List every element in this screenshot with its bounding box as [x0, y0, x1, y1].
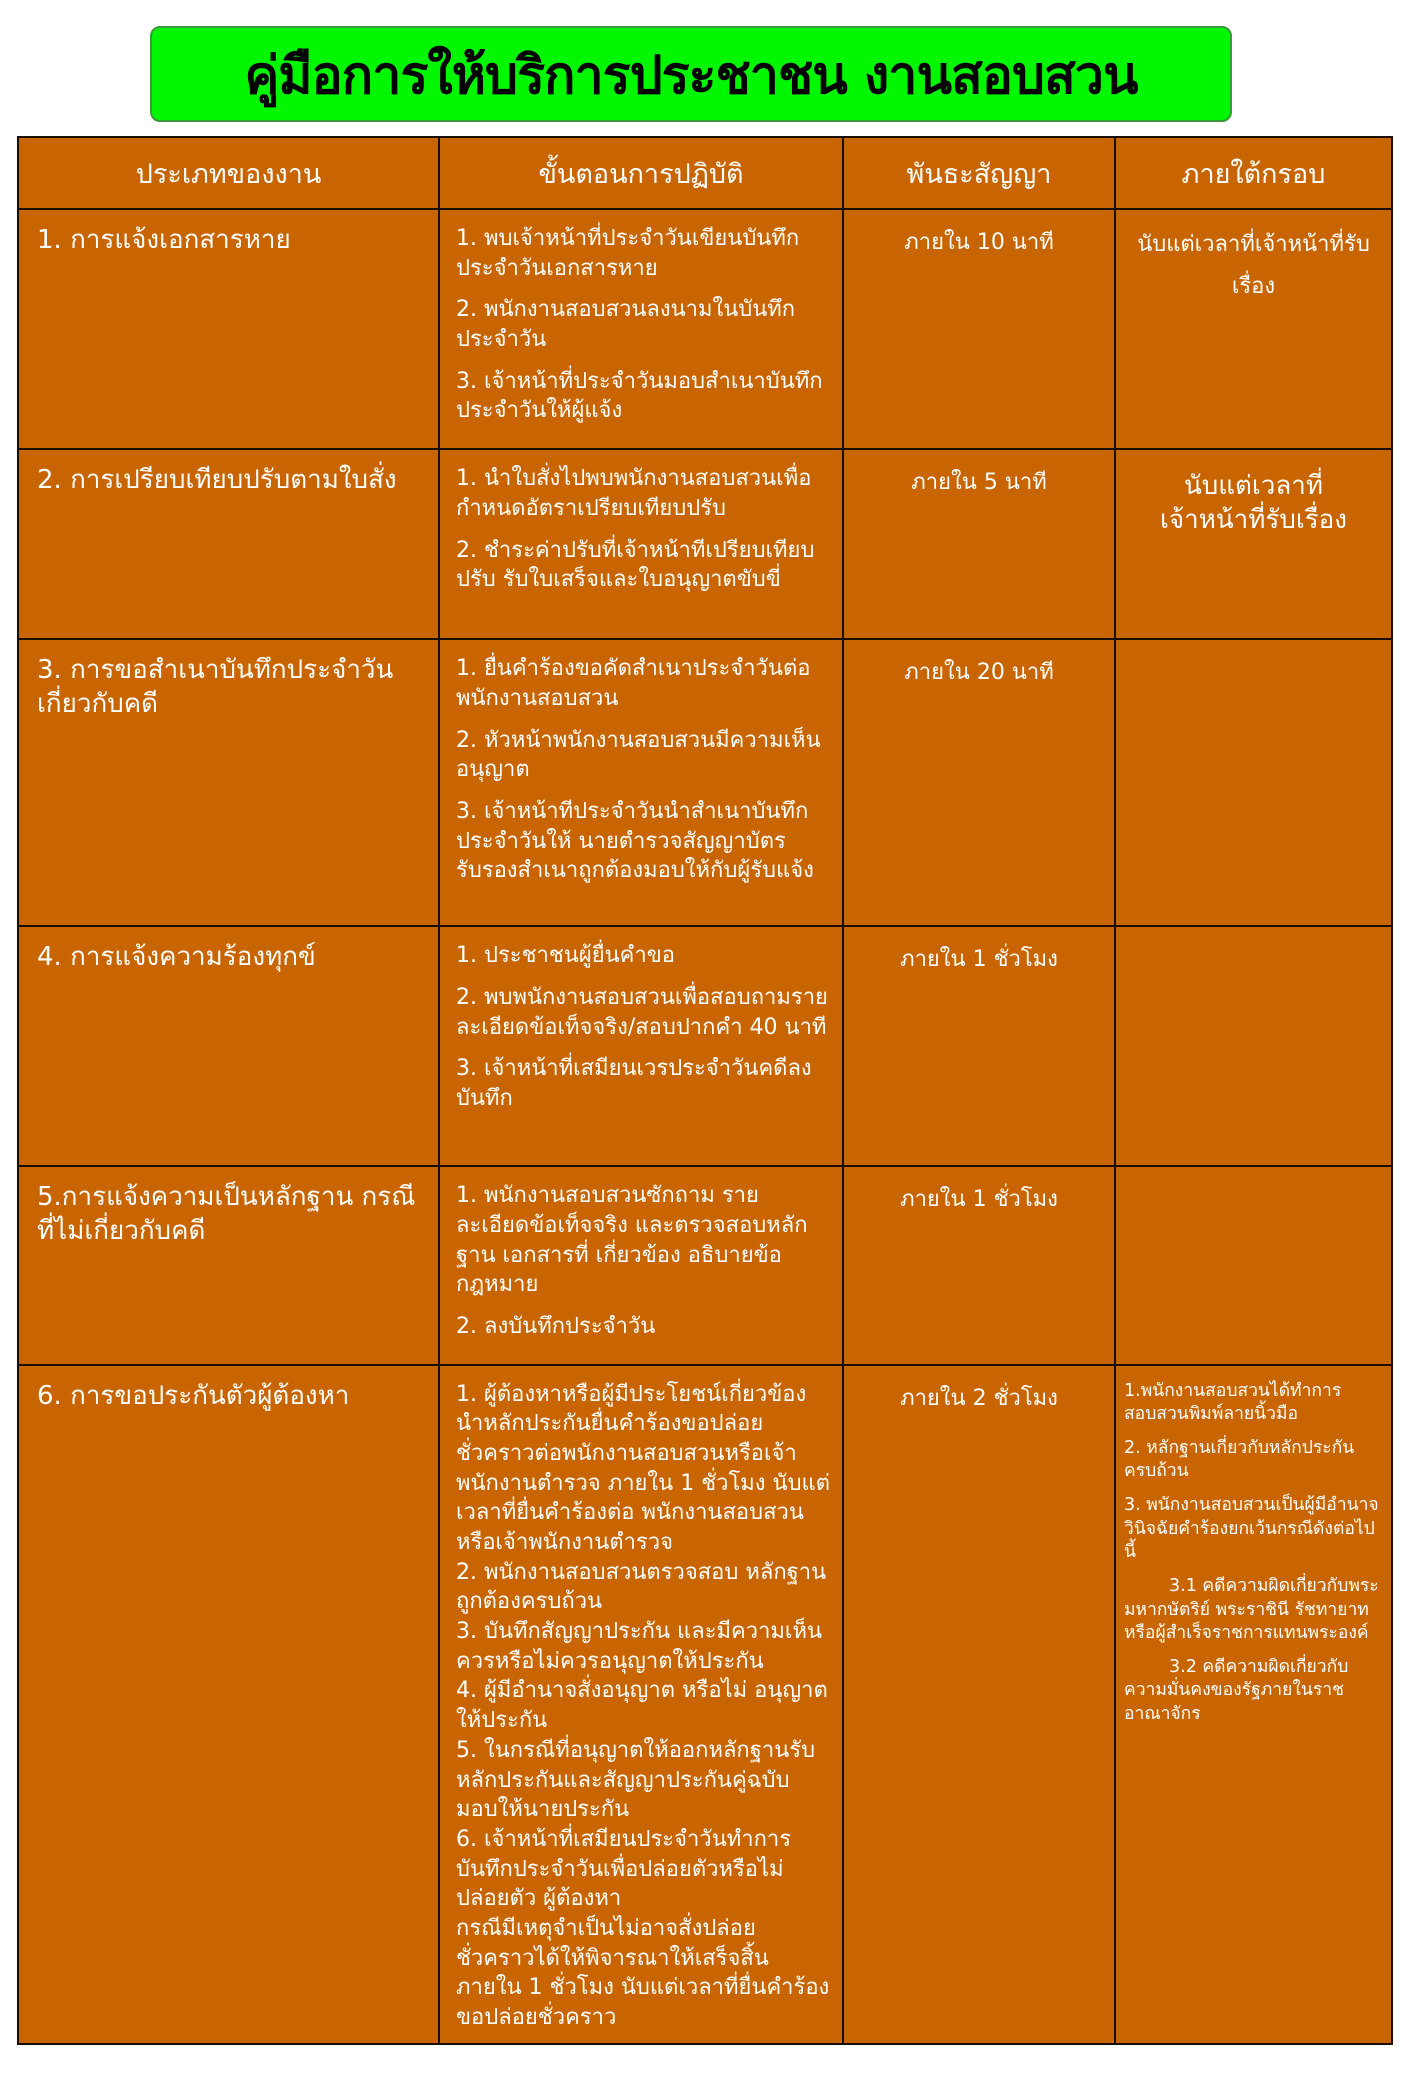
timeframe-cell [1115, 1365, 1392, 2044]
timeframe-line: เจ้าหน้าที่รับเรื่อง [1159, 504, 1347, 535]
work-type-cell: 5.การแจ้งความเป็นหลักฐาน กรณีที่ไม่เกี่ยวกับคดี [18, 1166, 439, 1364]
procedure-step: 1. พบเจ้าหน้าที่ประจำวันเขียนบันทึกประจำวันเอกสารหาย [456, 226, 800, 281]
procedure-cell [439, 209, 843, 449]
condition-item: 3. พนักงานสอบสวนเป็นผู้มีอำนาจวินิจฉัยคำร้องยกเว้นกรณีดังต่อไปนี้ [1124, 1495, 1379, 1563]
procedure-step: 2. พนักงานสอบสวนลงนามในบันทึกประจำวัน [456, 297, 796, 353]
table-row [18, 1166, 1392, 1364]
procedure-step: 1. ยื่นคำร้องขอคัดสำเนาประจำวันต่อพนักงานสอบสวน [456, 656, 811, 711]
procedure-step: 3. เจ้าหน้าที่ประจำวันมอบสำเนาบันทึกประจำวันให้ผู้แจ้ง [456, 368, 823, 424]
timeframe-cell [1115, 449, 1392, 639]
procedure-step: กรณีมีเหตุจำเป็นไม่อาจสั่งปล่อย ชั่วคราวได้ให้พิจารณาให้เสร็จสิ้น ภายใน 1 ชั่วโมง นับแต่เวลาที่ยื่นคำร้อง ขอปล่อยชั่วคราว [456, 1915, 830, 2030]
condition-subitem: 3.1 คดีความผิดเกี่ยวกับพระมหากษัตริย์ พระราชินี รัชทายาท หรือผู้สำเร็จราชการแทนพระองค์ [1124, 1575, 1379, 1644]
commitment-cell: ภายใน 20 นาที [843, 639, 1115, 926]
table-row [18, 1365, 1392, 2044]
procedure-step: 1. พนักงานสอบสวนซักถาม รายละเอียดข้อเท็จจริง และตรวจสอบหลักฐาน เอกสารที่ เกี่ยวข้อง อธิบายข้อกฎหมาย [456, 1183, 808, 1298]
timeframe-cell [1115, 1166, 1392, 1364]
procedure-cell [439, 1365, 843, 2044]
work-type-cell: 3. การขอสำเนาบันทึกประจำวันเกี่ยวกับคดี [18, 639, 439, 926]
procedure-cell [439, 639, 843, 926]
procedure-cell [439, 449, 843, 639]
work-type-cell: 1. การแจ้งเอกสารหาย [18, 209, 439, 449]
procedure-step: 1. ประชาชนผู้ยื่นคำขอ [456, 943, 675, 969]
header-procedure: ขั้นตอนการปฏิบัติ [439, 137, 843, 209]
header-work-type: ประเภทของงาน [18, 137, 439, 209]
procedure-step: 3. บันทึกสัญญาประกัน และมีความเห็น ควรหรือไม่ควรอนุญาตให้ประกัน [456, 1619, 822, 1674]
timeframe-cell [1115, 926, 1392, 1166]
commitment-cell: ภายใน 2 ชั่วโมง [843, 1365, 1115, 2044]
procedure-step: 2. ชำระค่าปรับที่เจ้าหน้าทีเปรียบเทียบปรับ รับใบเสร็จและใบอนุญาตขับขี่ [456, 537, 815, 593]
procedure-step: 6. เจ้าหน้าที่เสมียนประจำวันทำการ บันทึกประจำวันเพื่อปล่อยตัวหรือไม่ ปล่อยตัว ผู้ต้องหา [456, 1826, 792, 1912]
work-type-cell: 4. การแจ้งความร้องทุกข์ [18, 926, 439, 1166]
table-row [18, 639, 1392, 926]
procedure-step: 4. ผู้มีอำนาจสั่งอนุญาต หรือไม่ อนุญาตให้ประกัน [456, 1678, 828, 1734]
procedure-step: 5. ในกรณีที่อนุญาตให้ออกหลักฐานรับ หลักประกันและสัญญาประกันคู่ฉบับ มอบให้นายประกัน [456, 1737, 816, 1823]
timeframe-cell: นับแต่เวลาที่เจ้าหน้าที่รับเรื่อง [1115, 209, 1392, 449]
procedure-step: 3. เจ้าหน้าที่เสมียนเวรประจำวันคดีลงบันทึก [456, 1056, 812, 1111]
commitment-cell: ภายใน 5 นาที [843, 449, 1115, 639]
header-timeframe: ภายใต้กรอบ [1115, 137, 1392, 209]
table-row [18, 209, 1392, 449]
commitment-cell: ภายใน 10 นาที [843, 209, 1115, 449]
procedure-cell [439, 926, 843, 1166]
procedure-step: 1. ผู้ต้องหาหรือผู้มีประโยชน์เกี่ยวข้อง นำหลักประกันยื่นคำร้องขอปล่อย ชั่วคราวต่อพนักงานสอบสวนหรือเจ้า พนักงานตำรวจ ภายใน 1 ชั่วโมง นับแต่ เวลาที่ยื่นคำร้องต่อ พนักงานสอบสวน หรือเจ้าพนักงานตำรวจ [456, 1381, 831, 1555]
work-type-cell: 6. การขอประกันตัวผู้ต้องหา [18, 1365, 439, 2044]
procedure-step: 2. พนักงานสอบสวนตรวจสอบ หลักฐานถูกต้องครบถ้วน [456, 1559, 827, 1615]
timeframe-line: นับแต่เวลาที่ [1183, 471, 1324, 502]
table-row [18, 926, 1392, 1166]
condition-subitem: 3.2 คดีความผิดเกี่ยวกับความมั่นคงของรัฐภายในราชอาณาจักร [1124, 1656, 1349, 1725]
procedure-step: 2. ลงบันทึกประจำวัน [456, 1313, 656, 1339]
page-title: คู่มือการให้บริการประชาชน งานสอบสวน [244, 45, 1138, 106]
condition-item: 1.พนักงานสอบสวนได้ทำการสอบสวนพิมพ์ลายนิ้วมือ [1124, 1380, 1342, 1425]
procedure-step: 1. นำใบสั่งไปพบพนักงานสอบสวนเพื่อกำหนดอัตราเปรียบเทียบปรับ [456, 466, 812, 521]
timeframe-cell [1115, 639, 1392, 926]
procedure-cell [439, 1166, 843, 1364]
header-commitment: พันธะสัญญา [843, 137, 1115, 209]
commitment-cell: ภายใน 1 ชั่วโมง [843, 926, 1115, 1166]
table-row [18, 449, 1392, 639]
title-banner [150, 26, 1232, 122]
procedure-step: 2. หัวหน้าพนักงานสอบสวนมีความเห็นอนุญาต [456, 727, 821, 783]
commitment-cell: ภายใน 1 ชั่วโมง [843, 1166, 1115, 1364]
condition-item: 2. หลักฐานเกี่ยวกับหลักประกันครบถ้วน [1124, 1437, 1355, 1482]
service-manual-table [17, 136, 1393, 2045]
procedure-step: 2. พบพนักงานสอบสวนเพื่อสอบถามรายละเอียดข้อเท็จจริง/สอบปากคำ 40 นาที [456, 984, 828, 1040]
table-header-row [18, 137, 1392, 209]
procedure-step: 3. เจ้าหน้าทีประจำวันนำสำเนาบันทึกประจำวันให้ นายตำรวจสัญญาบัตร รับรองสำเนาถูกต้องมอบให้กับผู้รับแจ้ง [456, 798, 814, 884]
work-type-cell: 2. การเปรียบเทียบปรับตามใบสั่ง [18, 449, 439, 639]
